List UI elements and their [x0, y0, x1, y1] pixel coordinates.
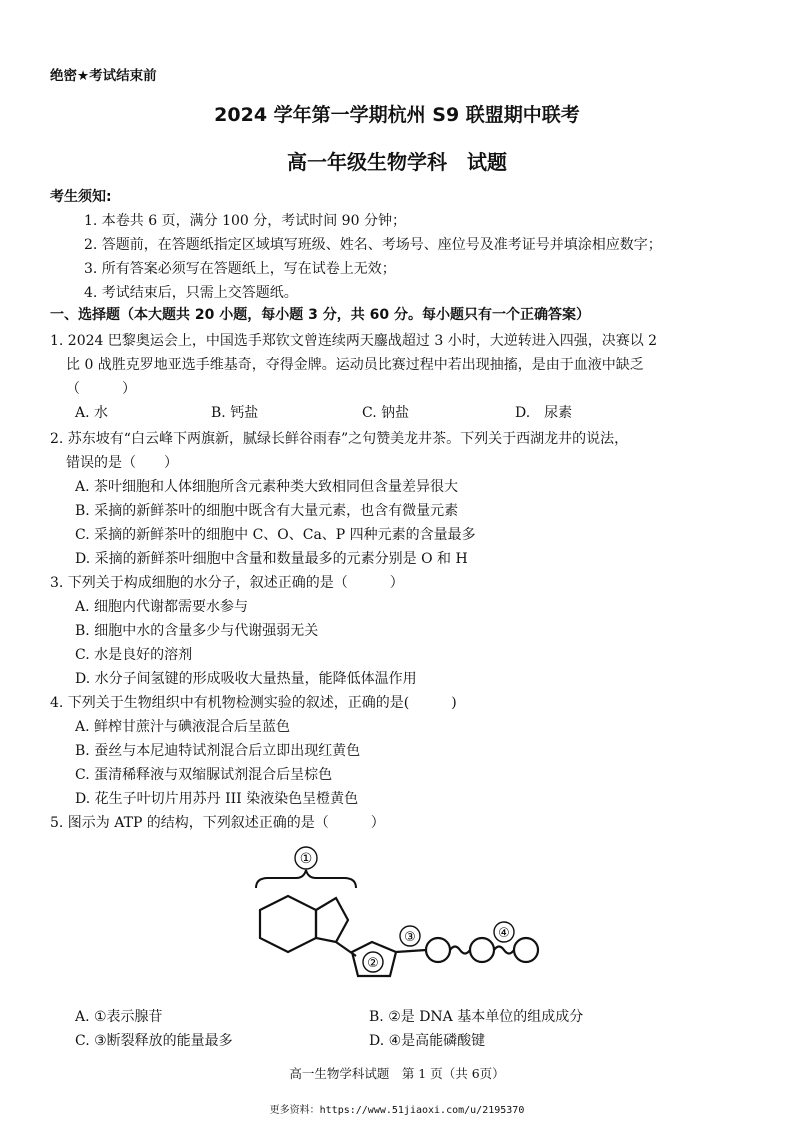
- question-2-option-d: D. 采摘的新鲜茶叶细胞中含量和数量最多的元素分别是 O 和 H: [75, 551, 468, 567]
- question-4-option-a: A. 鲜榨甘蔗汁与碘液混合后呈蓝色: [75, 719, 291, 735]
- question-1-option-c: C. 钠盐: [362, 405, 410, 421]
- question-3-option-c: C. 水是良好的溶剂: [75, 647, 193, 663]
- question-5-option-d: D. ④是高能磷酸键: [369, 1033, 486, 1049]
- question-2-option-a: A. 茶叶细胞和人体细胞所含元素种类大致相同但含量差异很大: [75, 479, 459, 495]
- question-5-option-a: A. ①表示腺苷: [75, 1009, 163, 1025]
- question-1-blank: （ ）: [66, 381, 136, 397]
- high-energy-bond: [450, 947, 470, 954]
- section-heading: 一、选择题（本大题共 20 小题，每小题 3 分，共 60 分。每小题只有一个正确答案）: [50, 307, 590, 323]
- page-footer: 高一生物学科试题 第 1 页（共 6页）: [289, 1066, 505, 1081]
- high-energy-bond: [494, 947, 514, 954]
- bond-line: [396, 950, 426, 952]
- question-2-stem: 2. 苏东坡有“白云峰下两旗新，腻绿长鲜谷雨春”之句赞美龙井茶。下列关于西湖龙井的说法，: [50, 431, 629, 447]
- question-3-stem: 3. 下列关于构成细胞的水分子，叙述正确的是（ ）: [50, 575, 404, 591]
- exam-subtitle: 高一年级生物学科 试题: [287, 150, 507, 174]
- notice-item: 1. 本卷共 6 页，满分 100 分，考试时间 90 分钟；: [84, 213, 406, 229]
- question-1-option-d: D. 尿素: [515, 405, 573, 421]
- notice-heading: 考生须知:: [50, 189, 112, 205]
- exam-title: 2024 学年第一学期杭州 S9 联盟期中联考: [214, 104, 580, 126]
- five-ring: [316, 898, 348, 942]
- phosphate-group: [470, 938, 494, 962]
- question-3-option-d: D. 水分子间氢键的形成吸收大量热量，能降低体温作用: [75, 671, 417, 687]
- question-1-option-b: B. 钙盐: [211, 405, 259, 421]
- source-link-text: 更多资料：https://www.51jiaoxi.com/u/2195370: [269, 1105, 525, 1116]
- question-4-option-d: D. 花生子叶切片用苏丹 III 染液染色呈橙黄色: [75, 791, 359, 807]
- confidential-mark: 绝密★考试结束前: [50, 68, 157, 84]
- question-5-option-c: C. ③断裂释放的能量最多: [75, 1033, 233, 1049]
- question-1-stem: 比 0 战胜克罗地亚选手维基奇，夺得金牌。运动员比赛过程中若出现抽搐，是由于血液中缺乏: [66, 357, 644, 373]
- question-2-option-c: C. 采摘的新鲜茶叶的细胞中 C、O、Ca、P 四种元素的含量最多: [75, 527, 476, 543]
- question-3-option-b: B. 细胞中水的含量多少与代谢强弱无关: [75, 623, 319, 639]
- question-3-option-a: A. 细胞内代谢都需要水参与: [75, 599, 249, 615]
- question-4-stem: 4. 下列关于生物组织中有机物检测实验的叙述，正确的是( ): [50, 695, 457, 711]
- atp-structure-figure: [240, 842, 550, 992]
- label-2: ②: [367, 956, 379, 971]
- phosphate-group: [514, 938, 538, 962]
- hexagon-ring: [260, 896, 316, 952]
- phosphate-group: [426, 938, 450, 962]
- question-2-stem: 错误的是（ ）: [66, 455, 178, 471]
- question-2-option-b: B. 采摘的新鲜茶叶的细胞中既含有大量元素，也含有微量元素: [75, 503, 459, 519]
- label-1: ①: [299, 851, 313, 867]
- notice-item: 4. 考试结束后，只需上交答题纸。: [84, 285, 298, 301]
- question-1-option-a: A. 水: [75, 405, 109, 421]
- notice-item: 3. 所有答案必须写在答题纸上，写在试卷上无效；: [84, 261, 396, 277]
- question-4-option-c: C. 蛋清稀释液与双缩脲试剂混合后呈棕色: [75, 767, 333, 783]
- label-3: ③: [404, 930, 416, 945]
- question-5-option-b: B. ②是 DNA 基本单位的组成成分: [369, 1009, 584, 1025]
- question-4-option-b: B. 蚕丝与本尼迪特试剂混合后立即出现红黄色: [75, 743, 361, 759]
- label-4: ④: [498, 926, 510, 941]
- notice-item: 2. 答题前，在答题纸指定区域填写班级、姓名、考场号、座位号及准考证号并填涂相应数字；: [84, 237, 662, 253]
- brace-shape: [256, 870, 356, 888]
- question-5-stem: 5. 图示为 ATP 的结构，下列叙述正确的是（ ）: [50, 815, 385, 831]
- question-1-stem: 1. 2024 巴黎奥运会上，中国选手郑钦文曾连续两天鏖战超过 3 小时，大逆转进入四强，决赛以 2: [50, 333, 658, 349]
